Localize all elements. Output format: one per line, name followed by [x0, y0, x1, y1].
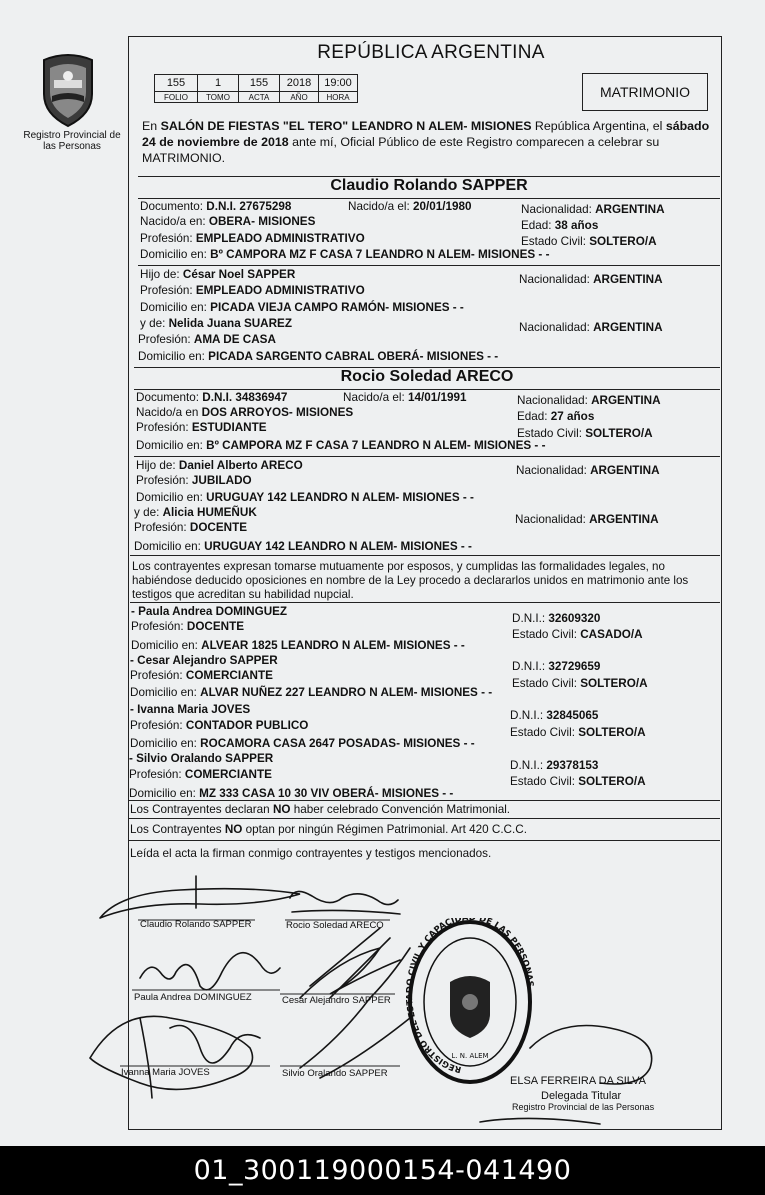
- tomo-label: TOMO: [198, 92, 239, 103]
- witness-dom: Domicilio en: ALVEAR 1825 LEANDRO N ALEM- MISIONES - -: [131, 639, 465, 652]
- witness-name: - Ivanna Maria JOVES: [130, 703, 251, 716]
- spouse1-mother: y de: Nelida Juana SUAREZ: [140, 317, 292, 330]
- signature-label: Rocio Soledad ARECO: [286, 920, 384, 931]
- spouse1-mother-nat: Nacionalidad: ARGENTINA: [519, 321, 663, 334]
- spouse2-civil: Estado Civil: SOLTERO/A: [517, 427, 653, 440]
- witness-dni: D.N.I.: 32729659: [512, 660, 601, 673]
- ceremony-place: SALÓN DE FIESTAS "EL TERO" LEANDRO N ALEM- MISIONES: [160, 119, 532, 133]
- witness-name: - Paula Andrea DOMINGUEZ: [131, 605, 288, 618]
- spouse2-father: Hijo de: Daniel Alberto ARECO: [136, 459, 303, 472]
- signature-label: Cesar Alejandro SAPPER: [282, 995, 391, 1006]
- spouse1-mother-dom: Domicilio en: PICADA SARGENTO CABRAL OBERÁ- MISIONES - -: [138, 350, 499, 363]
- witness-civil: Estado Civil: CASADO/A: [512, 628, 643, 641]
- hour-value: 19:00: [319, 75, 358, 92]
- witness-dni: D.N.I.: 32845065: [510, 709, 599, 722]
- acta-label: ACTA: [239, 92, 280, 103]
- spouse2-mother: y de: Alicia HUMEÑUK: [134, 506, 257, 519]
- official-title: Delegada Titular: [541, 1090, 622, 1102]
- spouse1-dom: Domicilio en: Bº CAMPORA MZ F CASA 7 LEANDRO N ALEM- MISIONES - -: [140, 248, 550, 261]
- spouse1-father: Hijo de: César Noel SAPPER: [140, 268, 296, 281]
- signature-label: Claudio Rolando SAPPER: [140, 919, 252, 930]
- intro-paragraph: En SALÓN DE FIESTAS "EL TERO" LEANDRO N ALEM- MISIONES República Argentina, el sábado 24 de noviembre de 2018 ante mí, Oficial Público de este Registro comparecen a celebrar su MATRIMONIO.: [142, 119, 710, 165]
- spouse2-father-prof: Profesión: JUBILADO: [136, 474, 252, 487]
- divider: [138, 265, 720, 266]
- year-label: AÑO: [280, 92, 319, 103]
- official-stamp-icon: [406, 918, 534, 1086]
- witness-name: - Silvio Oralando SAPPER: [129, 752, 274, 765]
- spouse1-doc: Documento: D.N.I. 27675298: [140, 200, 292, 213]
- divider: [130, 555, 720, 556]
- tomo-value: 1: [198, 75, 239, 92]
- document-code-bar: 01_300119000154-041490: [0, 1146, 765, 1195]
- ceremony-date: sábado 24 de noviembre de 2018: [142, 119, 710, 149]
- divider: [134, 456, 720, 457]
- spouse2-dom: Domicilio en: Bº CAMPORA MZ F CASA 7 LEANDRO N ALEM- MISIONES - -: [136, 439, 546, 452]
- spouse1-father-dom: Domicilio en: PICADA VIEJA CAMPO RAMÓN- MISIONES - -: [140, 301, 464, 314]
- signature-label: Paula Andrea DOMINGUEZ: [134, 992, 252, 1003]
- page-title: REPÚBLICA ARGENTINA: [317, 42, 545, 63]
- stamp-text: REGISTRO DEL ESTADO CIVIL Y CAPACIDAD DE LAS PERSONAS: [406, 918, 534, 1075]
- spouse1-mother-prof: Profesión: AMA DE CASA: [138, 333, 276, 346]
- spouse2-name: Rocio Soledad ARECO: [134, 367, 720, 390]
- official-org: Registro Provincial de las Personas: [512, 1102, 655, 1112]
- spouse1-prof: Profesión: EMPLEADO ADMINISTRATIVO: [140, 232, 365, 245]
- witness-civil: Estado Civil: SOLTERO/A: [512, 677, 648, 690]
- spouse2-birthplace: Nacido/a en DOS ARROYOS- MISIONES: [136, 406, 354, 419]
- divider: [130, 602, 720, 603]
- spouse1-birthplace: Nacido/a en: OBERA- MISIONES: [140, 215, 316, 228]
- folio-label: FOLIO: [155, 92, 198, 103]
- official-name: ELSA FERREIRA DA SILVA: [510, 1075, 646, 1087]
- witness-prof: Profesión: COMERCIANTE: [130, 669, 273, 682]
- signature-label: Ivanna Maria JOVES: [121, 1067, 210, 1078]
- spouse2-doc: Documento: D.N.I. 34836947: [136, 391, 288, 404]
- divider: [128, 818, 720, 819]
- witness-dom: Domicilio en: ROCAMORA CASA 2647 POSADAS- MISIONES - -: [130, 737, 475, 750]
- closing-statement: Leída el acta la firman conmigo contrayentes y testigos mencionados.: [130, 847, 492, 860]
- stamp-sub: L. N. ALEM: [451, 1052, 489, 1060]
- year-value: 2018: [280, 75, 319, 92]
- province-seal-icon: [36, 50, 100, 128]
- divider: [128, 800, 720, 801]
- acta-value: 155: [239, 75, 280, 92]
- record-type: MATRIMONIO: [582, 73, 708, 111]
- spouse1-born: Nacido/a el: 20/01/1980: [348, 200, 472, 213]
- witness-name: - Cesar Alejandro SAPPER: [130, 654, 278, 667]
- witness-prof: Profesión: DOCENTE: [131, 620, 245, 633]
- witness-civil: Estado Civil: SOLTERO/A: [510, 775, 646, 788]
- registry-name: Registro Provincial de las Personas: [23, 130, 121, 152]
- spouse2-mother-dom: Domicilio en: URUGUAY 142 LEANDRO N ALEM- MISIONES - -: [134, 540, 472, 553]
- spouse1-father-nat: Nacionalidad: ARGENTINA: [519, 273, 663, 286]
- spouse2-mother-prof: Profesión: DOCENTE: [134, 521, 248, 534]
- signature-label: Silvio Oralando SAPPER: [282, 1068, 388, 1079]
- witness-dom: Domicilio en: ALVAR NUÑEZ 227 LEANDRO N ALEM- MISIONES - -: [130, 686, 493, 699]
- spouse1-nat: Nacionalidad: ARGENTINA: [521, 203, 665, 216]
- spouse2-father-dom: Domicilio en: URUGUAY 142 LEANDRO N ALEM- MISIONES - -: [136, 491, 474, 504]
- spouse1-civil: Estado Civil: SOLTERO/A: [521, 235, 657, 248]
- registry-fields-table: [154, 74, 358, 103]
- witness-prof: Profesión: COMERCIANTE: [129, 768, 272, 781]
- regime-statement: Los Contrayentes NO optan por ningún Régimen Patrimonial. Art 420 C.C.C.: [130, 823, 527, 836]
- witness-dni: D.N.I.: 29378153: [510, 759, 599, 772]
- convention-statement: Los Contrayentes declaran NO haber celebrado Convención Matrimonial.: [130, 803, 511, 816]
- declaration-text: Los contrayentes expresan tomarse mutuamente por esposos, y cumplidas las formalidades legales, no habiéndose deducido oposiciones en nombre de la Ley procedo a declararlos unidos en matrimonio ante los testigos que acreditan su habilidad nupcial.: [132, 560, 689, 601]
- witness-prof: Profesión: CONTADOR PUBLICO: [130, 719, 309, 732]
- divider: [128, 840, 720, 841]
- witness-civil: Estado Civil: SOLTERO/A: [510, 726, 646, 739]
- spouse2-father-nat: Nacionalidad: ARGENTINA: [516, 464, 660, 477]
- spouse2-born: Nacido/a el: 14/01/1991: [343, 391, 467, 404]
- spouse1-father-prof: Profesión: EMPLEADO ADMINISTRATIVO: [140, 284, 365, 297]
- spouse2-prof: Profesión: ESTUDIANTE: [136, 421, 267, 434]
- witness-dni: D.N.I.: 32609320: [512, 612, 601, 625]
- folio-value: 155: [155, 75, 198, 92]
- spouse2-age: Edad: 27 años: [517, 410, 595, 423]
- witness-dom: Domicilio en: MZ 333 CASA 10 30 VIV OBERÁ- MISIONES - -: [129, 787, 454, 800]
- spouse2-nat: Nacionalidad: ARGENTINA: [517, 394, 661, 407]
- spouse1-age: Edad: 38 años: [521, 219, 599, 232]
- hour-label: HORA: [319, 92, 358, 103]
- spouse1-name: Claudio Rolando SAPPER: [138, 176, 720, 199]
- spouse2-mother-nat: Nacionalidad: ARGENTINA: [515, 513, 659, 526]
